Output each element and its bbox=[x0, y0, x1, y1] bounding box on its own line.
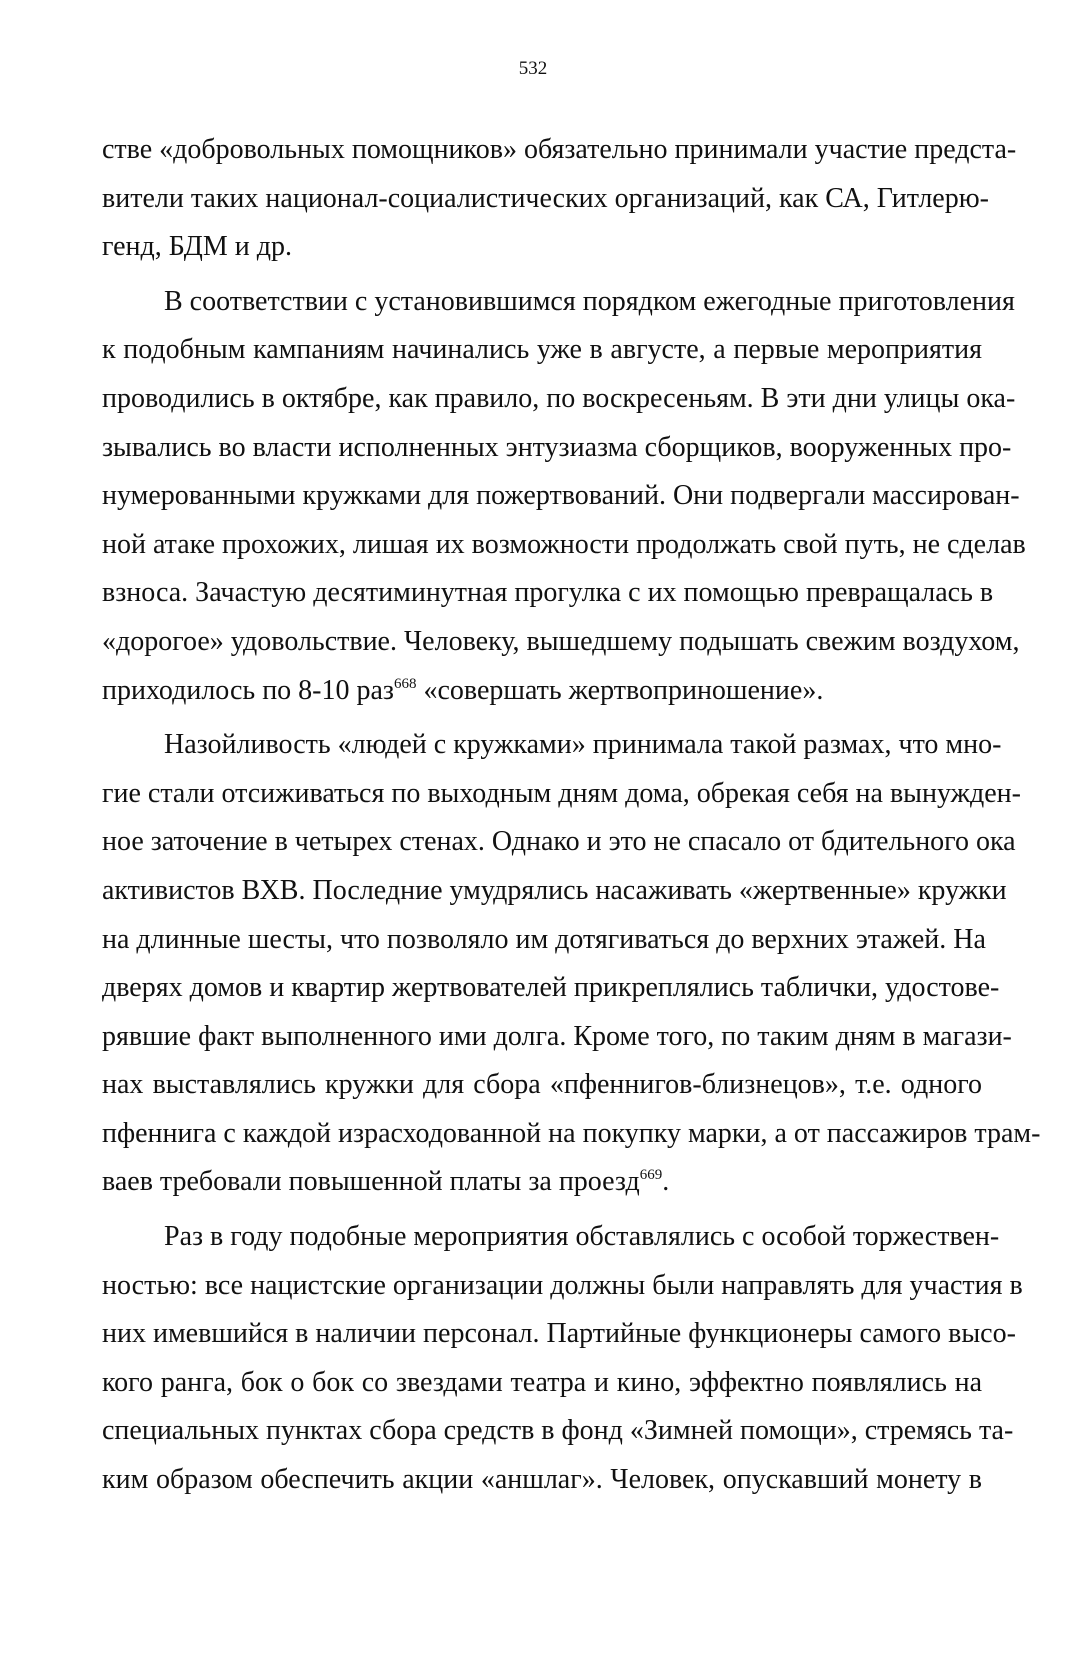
text-line bbox=[102, 667, 982, 716]
text-line: гие стали отсиживаться по выходным дням дома, обрекая себя на вынужден- bbox=[102, 777, 1021, 809]
text-line: Назойливость «людей с кружками» принимала такой размах, что мно- bbox=[164, 729, 1002, 761]
text-line: «дорогое» удовольствие. Человеку, вышедшему подышать свежим воздухом, bbox=[102, 625, 1020, 657]
text-fragment: . bbox=[662, 1166, 670, 1198]
text-line: проводились в октябре, как правило, по воскресеньям. В эти дни улицы ока- bbox=[102, 382, 1016, 414]
footnote-marker: 669 bbox=[639, 1167, 663, 1184]
text-line: ностью: все нацистские организации должны были направлять для участия в bbox=[102, 1269, 1023, 1301]
text-line: нумерованными кружками для пожертвований. Они подвергали массирован- bbox=[102, 480, 1020, 512]
text-line: нах выставлялись кружки для сбора «пфеннигов-близнецов», т.е. одного bbox=[102, 1069, 982, 1101]
body-text bbox=[102, 126, 1041, 1505]
text-line: к подобным кампаниям начинались уже в августе, а первые мероприятия bbox=[102, 334, 982, 366]
text-line: взноса. Зачастую десятиминутная прогулка с их помощью превращалась в bbox=[102, 577, 994, 609]
text-line: стве «добровольных помощников» обязательно принимали участие предста- bbox=[102, 134, 1017, 165]
text-line: зывались во власти исполненных энтузиазма сборщиков, вооруженных про- bbox=[102, 431, 1012, 463]
text-line: пфеннига с каждой израсходованной на покупку марки, а от пассажиров трам- bbox=[102, 1117, 1041, 1149]
text-line: генд, БДМ и др. bbox=[102, 231, 293, 263]
text-line: ное заточение в четырех стенах. Однако и это не спасало от бдительного ока bbox=[102, 826, 1016, 858]
text-line: активистов ВХВ. Последние умудрялись насаживать «жертвенные» кружки bbox=[102, 874, 1007, 906]
footnote-marker: 668 bbox=[394, 675, 417, 692]
text-line: них имевшийся в наличии персонал. Партийные функционеры самого высо- bbox=[102, 1318, 1016, 1350]
text-fragment: «совершать жертвоприношение». bbox=[416, 674, 824, 706]
text-fragment: ваев требовали повышенной платы за проезд bbox=[102, 1166, 640, 1198]
text-line bbox=[102, 1158, 982, 1207]
text-line: В соответствии с установившимся порядком ежегодные приготовления bbox=[164, 285, 1015, 317]
text-line: вители таких национал-социалистических организаций, как СА, Гитлерю- bbox=[102, 182, 989, 214]
text-line: специальных пунктах сбора средств в фонд «Зимней помощи», стремясь та- bbox=[102, 1415, 1014, 1447]
text-line: рявшие факт выполненного ими долга. Кроме того, по таким дням в магази- bbox=[102, 1020, 1012, 1052]
text-fragment: приходилось по 8-10 раз bbox=[102, 674, 394, 706]
text-line: ким образом обеспечить акции «аншлаг». Человек, опускавший монету в bbox=[102, 1464, 982, 1496]
text-line: кого ранга, бок о бок со звездами театра и кино, эффектно появлялись на bbox=[102, 1366, 982, 1398]
text-line: ной атаке прохожих, лишая их возможности продолжать свой путь, не сделав bbox=[102, 528, 1026, 560]
text-line: дверях домов и квартир жертвователей прикреплялись таблички, удостове- bbox=[102, 972, 1000, 1004]
text-line: Раз в году подобные мероприятия обставлялись с особой торжествен- bbox=[164, 1221, 1000, 1253]
text-line: на длинные шесты, что позволяло им дотягиваться до верхних этажей. На bbox=[102, 923, 986, 955]
page-number: 532 bbox=[518, 58, 548, 79]
